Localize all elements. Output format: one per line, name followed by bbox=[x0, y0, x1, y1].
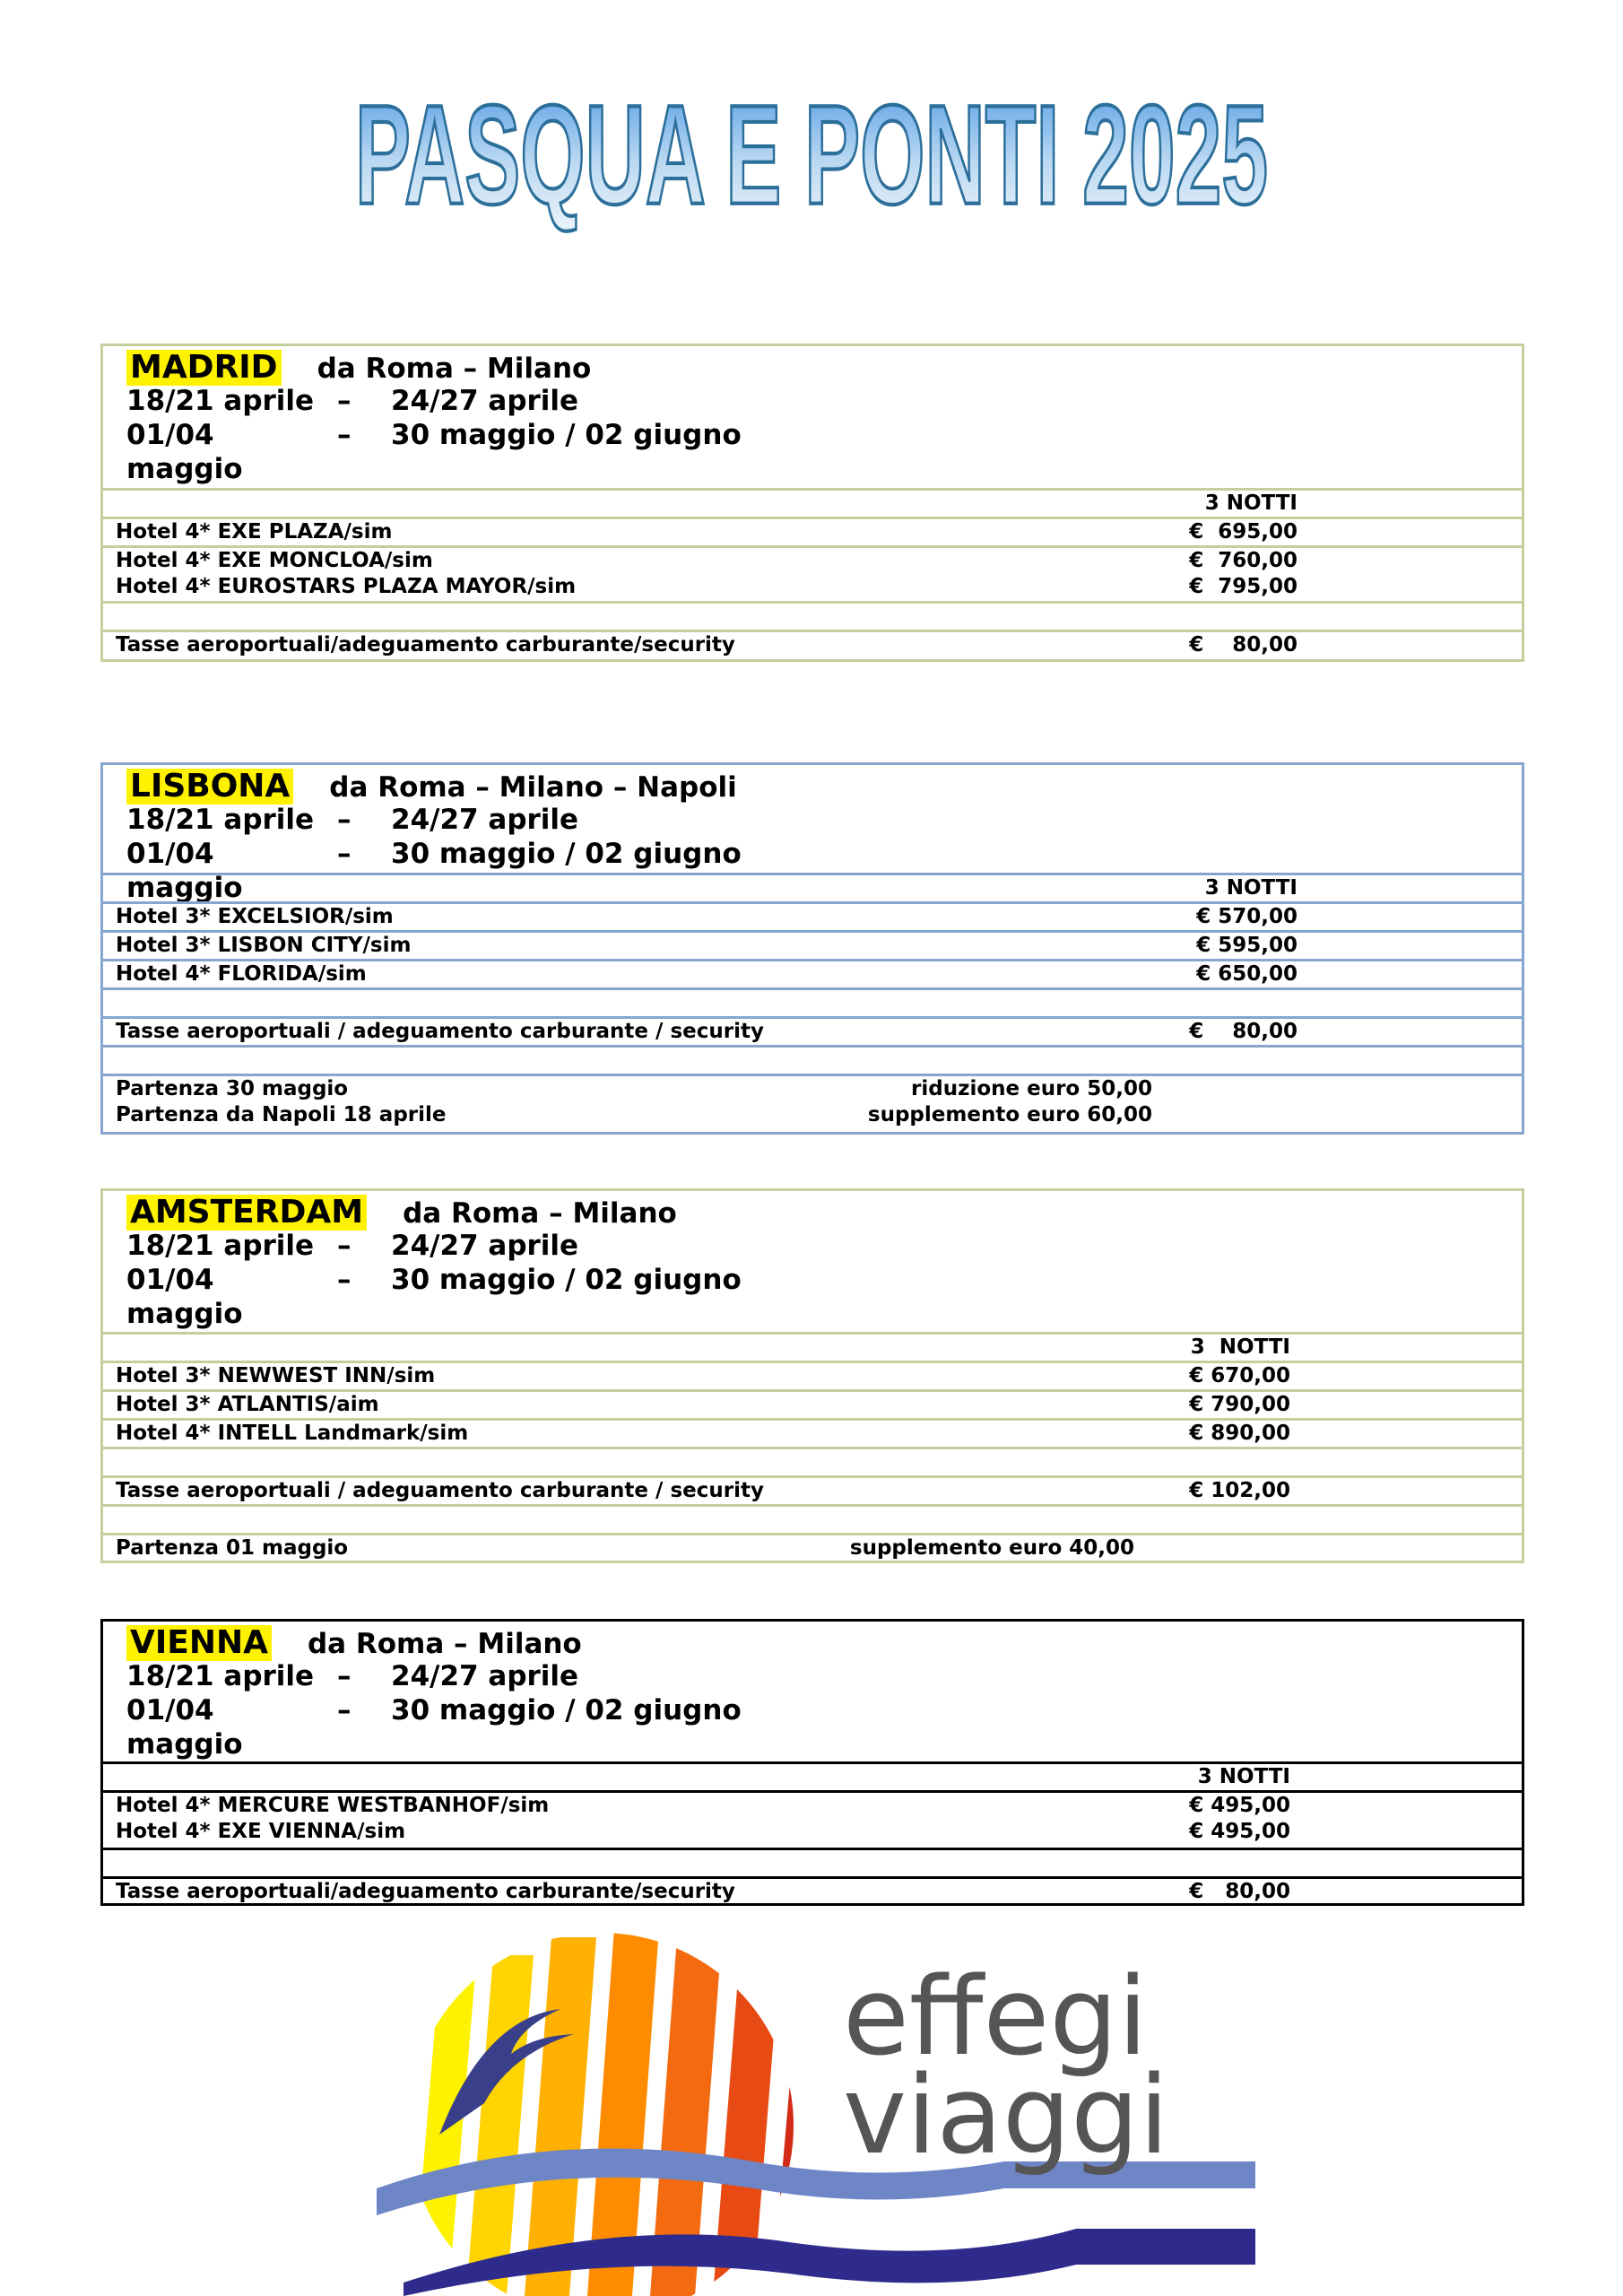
date-row: 01/04 maggio – 30 maggio / 02 giugno bbox=[126, 1264, 742, 1330]
city-name: MADRID bbox=[126, 350, 282, 386]
city-name: VIENNA bbox=[126, 1625, 272, 1661]
hotel-row: Hotel 4* EXE PLAZA/sim € 695,00 bbox=[103, 517, 1522, 545]
page-title bbox=[0, 81, 1623, 260]
departure-cities: da Roma – Milano bbox=[403, 1197, 677, 1230]
nights-header: 3 NOTTI bbox=[103, 1332, 1522, 1361]
section-madrid bbox=[100, 344, 1524, 662]
title-wordart bbox=[0, 81, 1623, 260]
date-row: 01/04 maggio – 30 maggio / 02 giugno bbox=[126, 838, 742, 904]
taxes-row: Tasse aeroportuali / adeguamento carburante / security € 102,00 bbox=[103, 1475, 1522, 1504]
hotel-row: Hotel 4* EXE MONCLOA/sim € 760,00 bbox=[103, 545, 1522, 574]
title-text: PASQUA E PONTI 2025 bbox=[354, 81, 1269, 234]
departure-cities: da Roma – Milano bbox=[307, 1628, 582, 1660]
departure-cities: da Roma – Milano bbox=[317, 352, 592, 385]
spacer-row bbox=[103, 1504, 1522, 1533]
hotel-row: Hotel 4* FLORIDA/sim € 650,00 bbox=[103, 959, 1522, 987]
logo-text-line1: effegi bbox=[843, 1955, 1148, 2080]
city-name: AMSTERDAM bbox=[126, 1195, 367, 1231]
spacer-row bbox=[103, 1447, 1522, 1475]
nights-header: 3 NOTTI bbox=[103, 873, 1522, 901]
section-lisbona bbox=[100, 762, 1524, 1135]
hotel-row: Hotel 4* EUROSTARS PLAZA MAYOR/sim € 795,00 bbox=[116, 575, 1298, 598]
hotel-row: Hotel 4* INTELL Landmark/sim € 890,00 bbox=[103, 1418, 1522, 1447]
logo-graphic bbox=[377, 1919, 1291, 2296]
taxes-row: Tasse aeroportuali/adeguamento carburante/security € 80,00 bbox=[103, 630, 1522, 658]
spacer-row bbox=[103, 1848, 1522, 1876]
note-row: Partenza 01 maggio supplemento euro 40,00 bbox=[103, 1533, 1522, 1561]
nights-header: 3 NOTTI bbox=[103, 1761, 1522, 1790]
date-row: 01/04 maggio – 30 maggio / 02 giugno bbox=[126, 1694, 742, 1761]
date-row: 18/21 aprile – 24/27 aprile bbox=[126, 804, 579, 836]
date-row: 01/04 maggio – 30 maggio / 02 giugno bbox=[126, 419, 742, 485]
hotel-row: Hotel 3* LISBON CITY/sim € 595,00 bbox=[103, 930, 1522, 959]
spacer-row bbox=[103, 987, 1522, 1016]
taxes-row: Tasse aeroportuali / adeguamento carburante / security € 80,00 bbox=[103, 1016, 1522, 1045]
date-row: 18/21 aprile – 24/27 aprile bbox=[126, 1660, 579, 1692]
taxes-row: Tasse aeroportuali/adeguamento carburante/security € 80,00 bbox=[103, 1876, 1522, 1905]
effegi-viaggi-logo bbox=[377, 1919, 1291, 2296]
departure-cities: da Roma – Milano – Napoli bbox=[329, 771, 737, 804]
note-row: Partenza 30 maggio riduzione euro 50,00 bbox=[103, 1074, 1522, 1102]
hotel-row: Hotel 3* EXCELSIOR/sim € 570,00 bbox=[103, 901, 1522, 930]
note-row: Partenza da Napoli 18 aprile supplemento euro 60,00 bbox=[116, 1103, 1152, 1126]
hotel-row: Hotel 3* NEWWEST INN/sim € 670,00 bbox=[103, 1361, 1522, 1389]
spacer-row bbox=[103, 601, 1522, 630]
section-vienna bbox=[100, 1619, 1524, 1906]
spacer-row bbox=[103, 1045, 1522, 1074]
date-row: 18/21 aprile – 24/27 aprile bbox=[126, 1230, 579, 1262]
city-name: LISBONA bbox=[126, 769, 293, 804]
date-row: 18/21 aprile – 24/27 aprile bbox=[126, 385, 579, 417]
hotel-row: Hotel 4* MERCURE WESTBANHOF/sim € 495,00 bbox=[103, 1790, 1522, 1819]
section-amsterdam bbox=[100, 1188, 1524, 1563]
logo-text-line2: viaggi bbox=[843, 2054, 1169, 2179]
nights-header: 3 NOTTI bbox=[103, 488, 1522, 517]
hotel-row: Hotel 4* EXE VIENNA/sim € 495,00 bbox=[116, 1820, 1290, 1843]
hotel-row: Hotel 3* ATLANTIS/aim € 790,00 bbox=[103, 1389, 1522, 1418]
